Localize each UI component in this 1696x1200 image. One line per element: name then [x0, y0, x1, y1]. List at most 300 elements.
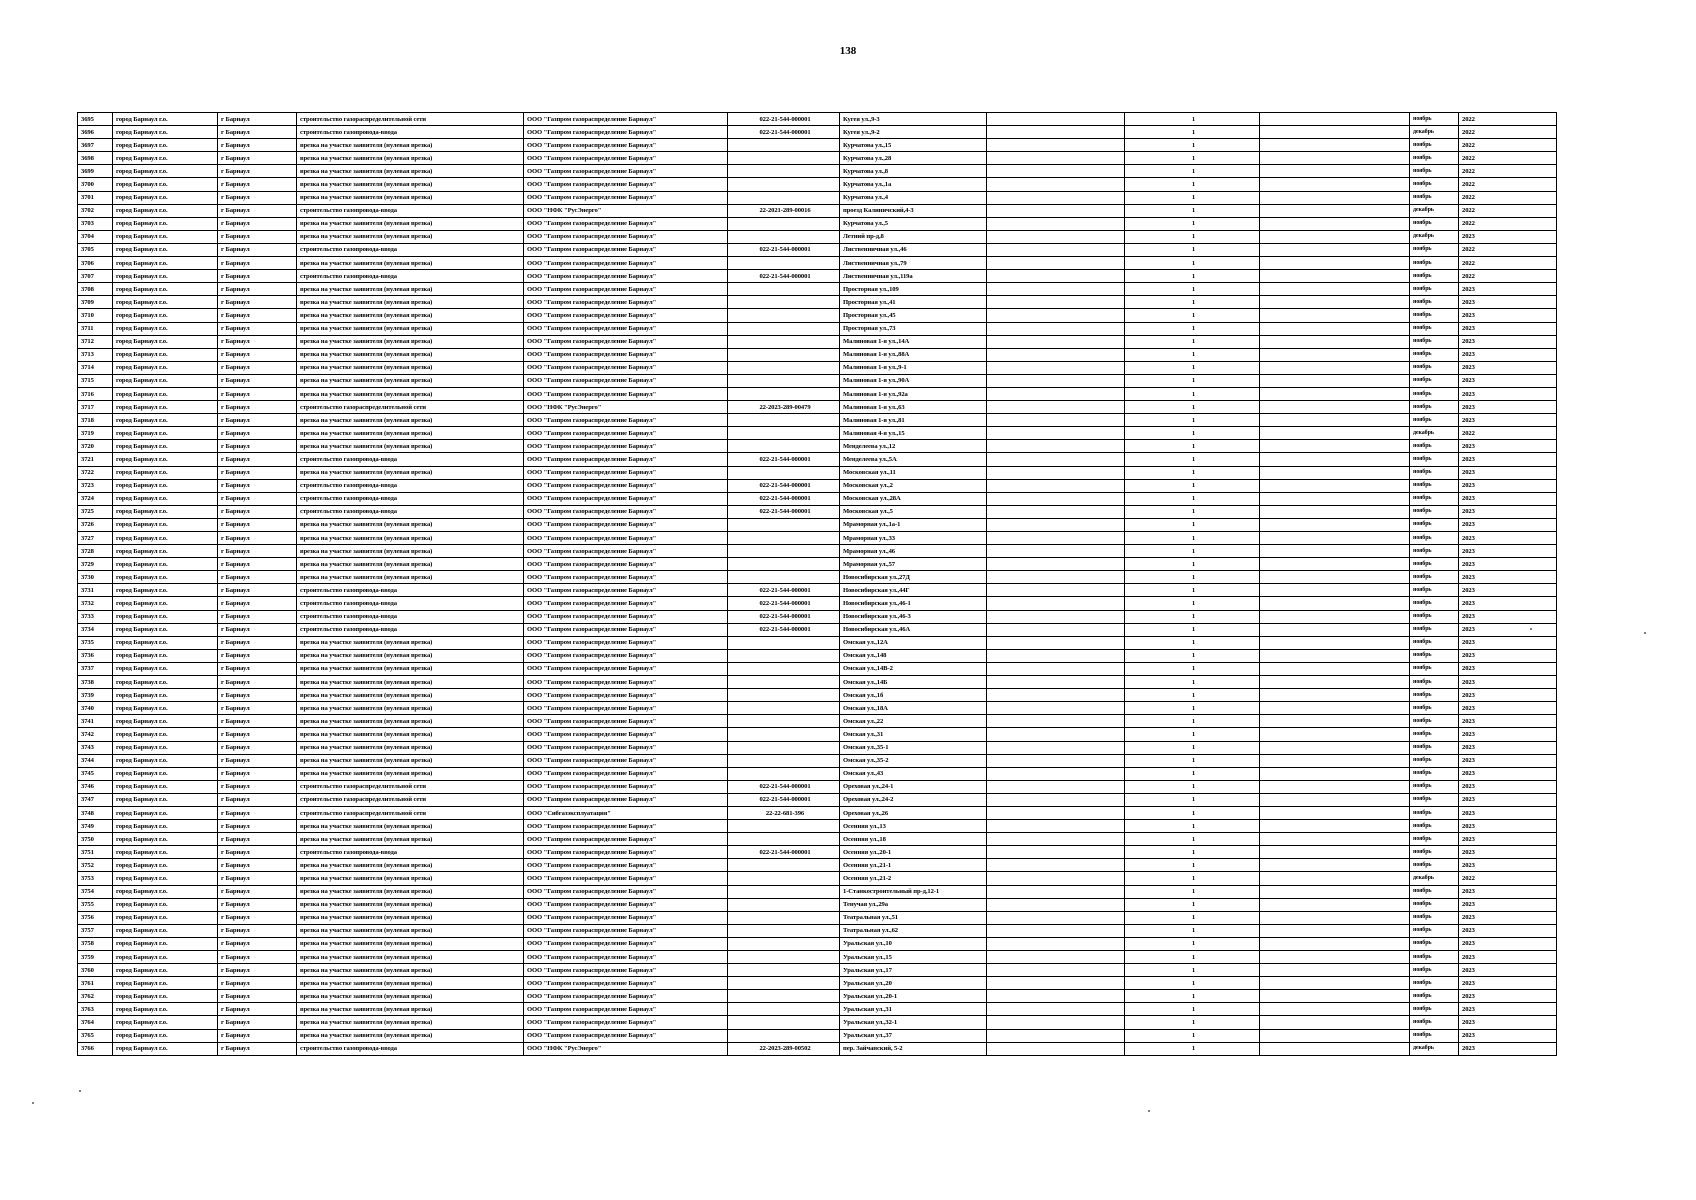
table-row: [78, 610, 1557, 623]
table-row: [78, 217, 1557, 230]
table-row: [78, 833, 1557, 846]
blank-cell: [987, 636, 1125, 649]
month-cell: ноябрь: [1410, 243, 1459, 256]
permit-number-cell: [728, 322, 840, 335]
blank-cell: [987, 387, 1125, 400]
settlement-cell: г Барнаул: [218, 911, 297, 924]
row-number-cell: 3747: [78, 793, 113, 806]
district-cell: город Барнаул г.о.: [113, 217, 218, 230]
quantity-cell: 1: [1125, 165, 1260, 178]
row-number-cell: 3728: [78, 545, 113, 558]
blank-cell: [987, 453, 1125, 466]
blank-cell: [1260, 335, 1410, 348]
permit-number-cell: [728, 715, 840, 728]
district-cell: город Барнаул г.о.: [113, 1042, 218, 1055]
organization-cell: ООО "Газпром газораспределение Барнаул": [524, 152, 728, 165]
organization-cell: ООО "Газпром газораспределение Барнаул": [524, 964, 728, 977]
organization-cell: ООО "Газпром газораспределение Барнаул": [524, 113, 728, 126]
blank-cell: [987, 898, 1125, 911]
district-cell: город Барнаул г.о.: [113, 806, 218, 819]
month-cell: ноябрь: [1410, 662, 1459, 675]
month-cell: ноябрь: [1410, 689, 1459, 702]
permit-number-cell: [728, 217, 840, 230]
address-cell: Московская ул.,5: [840, 505, 987, 518]
quantity-cell: 1: [1125, 427, 1260, 440]
blank-cell: [1260, 662, 1410, 675]
row-number-cell: 3716: [78, 387, 113, 400]
table-row: [78, 990, 1557, 1003]
month-cell: ноябрь: [1410, 1003, 1459, 1016]
permit-number-cell: [728, 414, 840, 427]
work-type-cell: врезка на участке заявителя (нулевая врезка): [297, 937, 524, 950]
month-cell: ноябрь: [1410, 951, 1459, 964]
work-type-cell: врезка на участке заявителя (нулевая врезка): [297, 754, 524, 767]
address-cell: Московская ул.,11: [840, 466, 987, 479]
quantity-cell: 1: [1125, 649, 1260, 662]
settlement-cell: г Барнаул: [218, 139, 297, 152]
blank-cell: [1260, 270, 1410, 283]
address-cell: Просторная ул.,73: [840, 322, 987, 335]
organization-cell: ООО "Газпром газораспределение Барнаул": [524, 662, 728, 675]
organization-cell: ООО "Газпром газораспределение Барнаул": [524, 1029, 728, 1042]
blank-cell: [1260, 532, 1410, 545]
blank-cell: [987, 178, 1125, 191]
organization-cell: ООО "НФК "РусЭнерго": [524, 204, 728, 217]
work-type-cell: врезка на участке заявителя (нулевая врезка): [297, 374, 524, 387]
address-cell: Просторная ул.,45: [840, 309, 987, 322]
organization-cell: ООО "Газпром газораспределение Барнаул": [524, 335, 728, 348]
work-type-cell: врезка на участке заявителя (нулевая врезка): [297, 833, 524, 846]
district-cell: город Барнаул г.о.: [113, 322, 218, 335]
blank-cell: [987, 204, 1125, 217]
year-cell: 2023: [1459, 990, 1557, 1003]
work-type-cell: врезка на участке заявителя (нулевая врезка): [297, 257, 524, 270]
table-row: [78, 243, 1557, 256]
address-cell: Курчатова ул.,15: [840, 139, 987, 152]
table-row: [78, 558, 1557, 571]
district-cell: город Барнаул г.о.: [113, 453, 218, 466]
month-cell: ноябрь: [1410, 545, 1459, 558]
organization-cell: ООО "Газпром газораспределение Барнаул": [524, 270, 728, 283]
blank-cell: [987, 492, 1125, 505]
permit-number-cell: [728, 230, 840, 243]
address-cell: Уральская ул.,20-1: [840, 990, 987, 1003]
district-cell: город Барнаул г.о.: [113, 270, 218, 283]
work-type-cell: строительство газопровода-ввода: [297, 243, 524, 256]
blank-cell: [1260, 898, 1410, 911]
table-row: [78, 911, 1557, 924]
organization-cell: ООО "Газпром газораспределение Барнаул": [524, 689, 728, 702]
quantity-cell: 1: [1125, 126, 1260, 139]
year-cell: 2022: [1459, 427, 1557, 440]
year-cell: 2023: [1459, 1003, 1557, 1016]
quantity-cell: 1: [1125, 322, 1260, 335]
table-row: [78, 571, 1557, 584]
settlement-cell: г Барнаул: [218, 257, 297, 270]
district-cell: город Барнаул г.о.: [113, 414, 218, 427]
year-cell: 2023: [1459, 348, 1557, 361]
address-cell: Менделеева ул.,12: [840, 440, 987, 453]
month-cell: ноябрь: [1410, 283, 1459, 296]
permit-number-cell: 022-21-544-000001: [728, 113, 840, 126]
month-cell: ноябрь: [1410, 964, 1459, 977]
row-number-cell: 3755: [78, 898, 113, 911]
month-cell: ноябрь: [1410, 820, 1459, 833]
organization-cell: ООО "Газпром газораспределение Барнаул": [524, 309, 728, 322]
address-cell: Ореховая ул.,24-1: [840, 780, 987, 793]
table-row: [78, 361, 1557, 374]
blank-cell: [987, 702, 1125, 715]
district-cell: город Барнаул г.о.: [113, 662, 218, 675]
settlement-cell: г Барнаул: [218, 780, 297, 793]
quantity-cell: 1: [1125, 361, 1260, 374]
row-number-cell: 3703: [78, 217, 113, 230]
blank-cell: [987, 518, 1125, 531]
organization-cell: ООО "Газпром газораспределение Барнаул": [524, 505, 728, 518]
table-row: [78, 898, 1557, 911]
quantity-cell: 1: [1125, 453, 1260, 466]
year-cell: 2023: [1459, 361, 1557, 374]
blank-cell: [1260, 689, 1410, 702]
work-type-cell: строительство газопровода-ввода: [297, 204, 524, 217]
table-row: [78, 152, 1557, 165]
blank-cell: [1260, 571, 1410, 584]
blank-cell: [987, 584, 1125, 597]
table-row: [78, 178, 1557, 191]
row-number-cell: 3748: [78, 806, 113, 819]
month-cell: ноябрь: [1410, 387, 1459, 400]
address-cell: Лиственничная ул.,79: [840, 257, 987, 270]
table-row: [78, 1042, 1557, 1055]
organization-cell: ООО "НФК "РусЭнерго": [524, 401, 728, 414]
month-cell: ноябрь: [1410, 401, 1459, 414]
month-cell: ноябрь: [1410, 846, 1459, 859]
table-row: [78, 335, 1557, 348]
permit-number-cell: 022-21-544-000001: [728, 479, 840, 492]
organization-cell: ООО "Газпром газораспределение Барнаул": [524, 374, 728, 387]
organization-cell: ООО "Газпром газораспределение Барнаул": [524, 623, 728, 636]
month-cell: ноябрь: [1410, 610, 1459, 623]
district-cell: город Барнаул г.о.: [113, 715, 218, 728]
year-cell: 2022: [1459, 113, 1557, 126]
year-cell: 2023: [1459, 689, 1557, 702]
quantity-cell: 1: [1125, 990, 1260, 1003]
row-number-cell: 3765: [78, 1029, 113, 1042]
address-cell: Омская ул.,14Б: [840, 676, 987, 689]
year-cell: 2023: [1459, 859, 1557, 872]
table-row: [78, 623, 1557, 636]
organization-cell: ООО "Газпром газораспределение Барнаул": [524, 780, 728, 793]
month-cell: ноябрь: [1410, 676, 1459, 689]
blank-cell: [987, 623, 1125, 636]
table-row: [78, 492, 1557, 505]
year-cell: 2022: [1459, 270, 1557, 283]
address-cell: Театральная ул.,62: [840, 924, 987, 937]
organization-cell: ООО "Газпром газораспределение Барнаул": [524, 296, 728, 309]
table-row: [78, 728, 1557, 741]
row-number-cell: 3764: [78, 1016, 113, 1029]
permit-number-cell: 022-21-544-000001: [728, 610, 840, 623]
work-type-cell: врезка на участке заявителя (нулевая врезка): [297, 977, 524, 990]
blank-cell: [987, 1003, 1125, 1016]
work-type-cell: врезка на участке заявителя (нулевая врезка): [297, 951, 524, 964]
blank-cell: [987, 270, 1125, 283]
blank-cell: [1260, 361, 1410, 374]
month-cell: ноябрь: [1410, 780, 1459, 793]
quantity-cell: 1: [1125, 518, 1260, 531]
quantity-cell: 1: [1125, 230, 1260, 243]
month-cell: ноябрь: [1410, 113, 1459, 126]
table-row: [78, 676, 1557, 689]
blank-cell: [987, 374, 1125, 387]
organization-cell: ООО "Газпром газораспределение Барнаул": [524, 990, 728, 1003]
address-cell: Летний пр-д,8: [840, 230, 987, 243]
row-number-cell: 3750: [78, 833, 113, 846]
blank-cell: [987, 793, 1125, 806]
year-cell: 2023: [1459, 374, 1557, 387]
row-number-cell: 3712: [78, 335, 113, 348]
settlement-cell: г Барнаул: [218, 623, 297, 636]
table-row: [78, 348, 1557, 361]
settlement-cell: г Барнаул: [218, 505, 297, 518]
year-cell: 2023: [1459, 401, 1557, 414]
work-type-cell: врезка на участке заявителя (нулевая врезка): [297, 767, 524, 780]
settlement-cell: г Барнаул: [218, 126, 297, 139]
work-type-cell: врезка на участке заявителя (нулевая врезка): [297, 676, 524, 689]
row-number-cell: 3749: [78, 820, 113, 833]
settlement-cell: г Барнаул: [218, 676, 297, 689]
month-cell: ноябрь: [1410, 414, 1459, 427]
address-cell: Осенняя ул.,20-1: [840, 846, 987, 859]
address-cell: Мраморная ул.,33: [840, 532, 987, 545]
year-cell: 2023: [1459, 780, 1557, 793]
row-number-cell: 3729: [78, 558, 113, 571]
year-cell: 2023: [1459, 283, 1557, 296]
table-row: [78, 741, 1557, 754]
table-row: [78, 951, 1557, 964]
row-number-cell: 3760: [78, 964, 113, 977]
permit-number-cell: [728, 636, 840, 649]
year-cell: 2023: [1459, 479, 1557, 492]
work-type-cell: врезка на участке заявителя (нулевая врезка): [297, 872, 524, 885]
table-row: [78, 283, 1557, 296]
blank-cell: [987, 911, 1125, 924]
table-row: [78, 257, 1557, 270]
blank-cell: [987, 414, 1125, 427]
district-cell: город Барнаул г.о.: [113, 257, 218, 270]
quantity-cell: 1: [1125, 885, 1260, 898]
row-number-cell: 3724: [78, 492, 113, 505]
quantity-cell: 1: [1125, 911, 1260, 924]
address-cell: Просторная ул.,109: [840, 283, 987, 296]
blank-cell: [987, 296, 1125, 309]
blank-cell: [1260, 715, 1410, 728]
row-number-cell: 3710: [78, 309, 113, 322]
permit-number-cell: [728, 924, 840, 937]
blank-cell: [987, 937, 1125, 950]
blank-cell: [987, 872, 1125, 885]
table-row: [78, 505, 1557, 518]
blank-cell: [1260, 1003, 1410, 1016]
district-cell: город Барнаул г.о.: [113, 152, 218, 165]
row-number-cell: 3722: [78, 466, 113, 479]
permit-number-cell: [728, 741, 840, 754]
address-cell: Курчатова ул.,1а: [840, 178, 987, 191]
address-cell: Малиновая 1-я ул.,81: [840, 414, 987, 427]
work-type-cell: строительство газопровода-ввода: [297, 126, 524, 139]
work-type-cell: врезка на участке заявителя (нулевая врезка): [297, 361, 524, 374]
address-cell: Мраморная ул.,46: [840, 545, 987, 558]
organization-cell: ООО "Газпром газораспределение Барнаул": [524, 257, 728, 270]
year-cell: 2023: [1459, 964, 1557, 977]
blank-cell: [987, 689, 1125, 702]
work-type-cell: врезка на участке заявителя (нулевая врезка): [297, 427, 524, 440]
organization-cell: ООО "Газпром газораспределение Барнаул": [524, 728, 728, 741]
work-type-cell: врезка на участке заявителя (нулевая врезка): [297, 662, 524, 675]
table-row: [78, 1003, 1557, 1016]
row-number-cell: 3742: [78, 728, 113, 741]
year-cell: 2023: [1459, 649, 1557, 662]
district-cell: город Барнаул г.о.: [113, 924, 218, 937]
settlement-cell: г Барнаул: [218, 283, 297, 296]
blank-cell: [1260, 820, 1410, 833]
organization-cell: ООО "Газпром газораспределение Барнаул": [524, 387, 728, 400]
address-cell: Курчатова ул.,5: [840, 217, 987, 230]
organization-cell: ООО "Газпром газораспределение Барнаул": [524, 715, 728, 728]
district-cell: город Барнаул г.о.: [113, 911, 218, 924]
month-cell: декабрь: [1410, 427, 1459, 440]
blank-cell: [1260, 649, 1410, 662]
row-number-cell: 3756: [78, 911, 113, 924]
work-type-cell: врезка на участке заявителя (нулевая врезка): [297, 911, 524, 924]
table-row: [78, 872, 1557, 885]
blank-cell: [1260, 806, 1410, 819]
organization-cell: ООО "Газпром газораспределение Барнаул": [524, 846, 728, 859]
district-cell: город Барнаул г.о.: [113, 1003, 218, 1016]
table-row: [78, 374, 1557, 387]
quantity-cell: 1: [1125, 414, 1260, 427]
blank-cell: [1260, 610, 1410, 623]
row-number-cell: 3721: [78, 453, 113, 466]
blank-cell: [1260, 545, 1410, 558]
year-cell: 2023: [1459, 440, 1557, 453]
organization-cell: ООО "Газпром газораспределение Барнаул": [524, 767, 728, 780]
month-cell: ноябрь: [1410, 453, 1459, 466]
month-cell: ноябрь: [1410, 505, 1459, 518]
row-number-cell: 3730: [78, 571, 113, 584]
table-row: [78, 532, 1557, 545]
register-table: [77, 112, 1557, 1056]
work-type-cell: строительство газопровода-ввода: [297, 846, 524, 859]
year-cell: 2023: [1459, 296, 1557, 309]
work-type-cell: врезка на участке заявителя (нулевая врезка): [297, 532, 524, 545]
row-number-cell: 3734: [78, 623, 113, 636]
month-cell: ноябрь: [1410, 270, 1459, 283]
year-cell: 2023: [1459, 806, 1557, 819]
address-cell: Осенняя ул.,21-2: [840, 872, 987, 885]
address-cell: Осенняя ул.,13: [840, 820, 987, 833]
quantity-cell: 1: [1125, 204, 1260, 217]
blank-cell: [1260, 767, 1410, 780]
settlement-cell: г Барнаул: [218, 846, 297, 859]
permit-number-cell: 22-2023-289-00479: [728, 401, 840, 414]
quantity-cell: 1: [1125, 217, 1260, 230]
year-cell: 2023: [1459, 741, 1557, 754]
settlement-cell: г Барнаул: [218, 937, 297, 950]
blank-cell: [1260, 165, 1410, 178]
settlement-cell: г Барнаул: [218, 859, 297, 872]
month-cell: ноябрь: [1410, 885, 1459, 898]
blank-cell: [1260, 780, 1410, 793]
work-type-cell: врезка на участке заявителя (нулевая врезка): [297, 545, 524, 558]
month-cell: ноябрь: [1410, 466, 1459, 479]
blank-cell: [1260, 741, 1410, 754]
year-cell: 2023: [1459, 636, 1557, 649]
table-row: [78, 820, 1557, 833]
month-cell: ноябрь: [1410, 361, 1459, 374]
table-row: [78, 780, 1557, 793]
permit-number-cell: 022-21-544-000001: [728, 270, 840, 283]
row-number-cell: 3733: [78, 610, 113, 623]
work-type-cell: врезка на участке заявителя (нулевая врезка): [297, 139, 524, 152]
permit-number-cell: [728, 348, 840, 361]
address-cell: Уральская ул.,37: [840, 1029, 987, 1042]
quantity-cell: 1: [1125, 243, 1260, 256]
month-cell: ноябрь: [1410, 348, 1459, 361]
permit-number-cell: [728, 178, 840, 191]
quantity-cell: 1: [1125, 270, 1260, 283]
permit-number-cell: [728, 1029, 840, 1042]
year-cell: 2023: [1459, 610, 1557, 623]
table-row: [78, 1029, 1557, 1042]
work-type-cell: врезка на участке заявителя (нулевая врезка): [297, 885, 524, 898]
district-cell: город Барнаул г.о.: [113, 741, 218, 754]
permit-number-cell: 22-2023-289-00502: [728, 1042, 840, 1055]
district-cell: город Барнаул г.о.: [113, 872, 218, 885]
scan-speck: [32, 1102, 34, 1104]
quantity-cell: 1: [1125, 872, 1260, 885]
permit-number-cell: [728, 689, 840, 702]
row-number-cell: 3705: [78, 243, 113, 256]
blank-cell: [987, 152, 1125, 165]
district-cell: город Барнаул г.о.: [113, 951, 218, 964]
permit-number-cell: [728, 767, 840, 780]
blank-cell: [1260, 623, 1410, 636]
permit-number-cell: 022-21-544-000001: [728, 453, 840, 466]
settlement-cell: г Барнаул: [218, 793, 297, 806]
row-number-cell: 3707: [78, 270, 113, 283]
work-type-cell: строительство газораспределительной сети: [297, 806, 524, 819]
settlement-cell: г Барнаул: [218, 964, 297, 977]
blank-cell: [1260, 296, 1410, 309]
work-type-cell: строительство газораспределительной сети: [297, 780, 524, 793]
permit-number-cell: [728, 427, 840, 440]
work-type-cell: врезка на участке заявителя (нулевая врезка): [297, 152, 524, 165]
quantity-cell: 1: [1125, 1029, 1260, 1042]
blank-cell: [987, 610, 1125, 623]
quantity-cell: 1: [1125, 937, 1260, 950]
organization-cell: ООО "Газпром газораспределение Барнаул": [524, 885, 728, 898]
year-cell: 2023: [1459, 885, 1557, 898]
address-cell: Новосибирская ул.,46-1: [840, 597, 987, 610]
blank-cell: [987, 951, 1125, 964]
month-cell: ноябрь: [1410, 833, 1459, 846]
quantity-cell: 1: [1125, 846, 1260, 859]
district-cell: город Барнаул г.о.: [113, 636, 218, 649]
blank-cell: [1260, 191, 1410, 204]
address-cell: Омская ул.,22: [840, 715, 987, 728]
blank-cell: [987, 479, 1125, 492]
